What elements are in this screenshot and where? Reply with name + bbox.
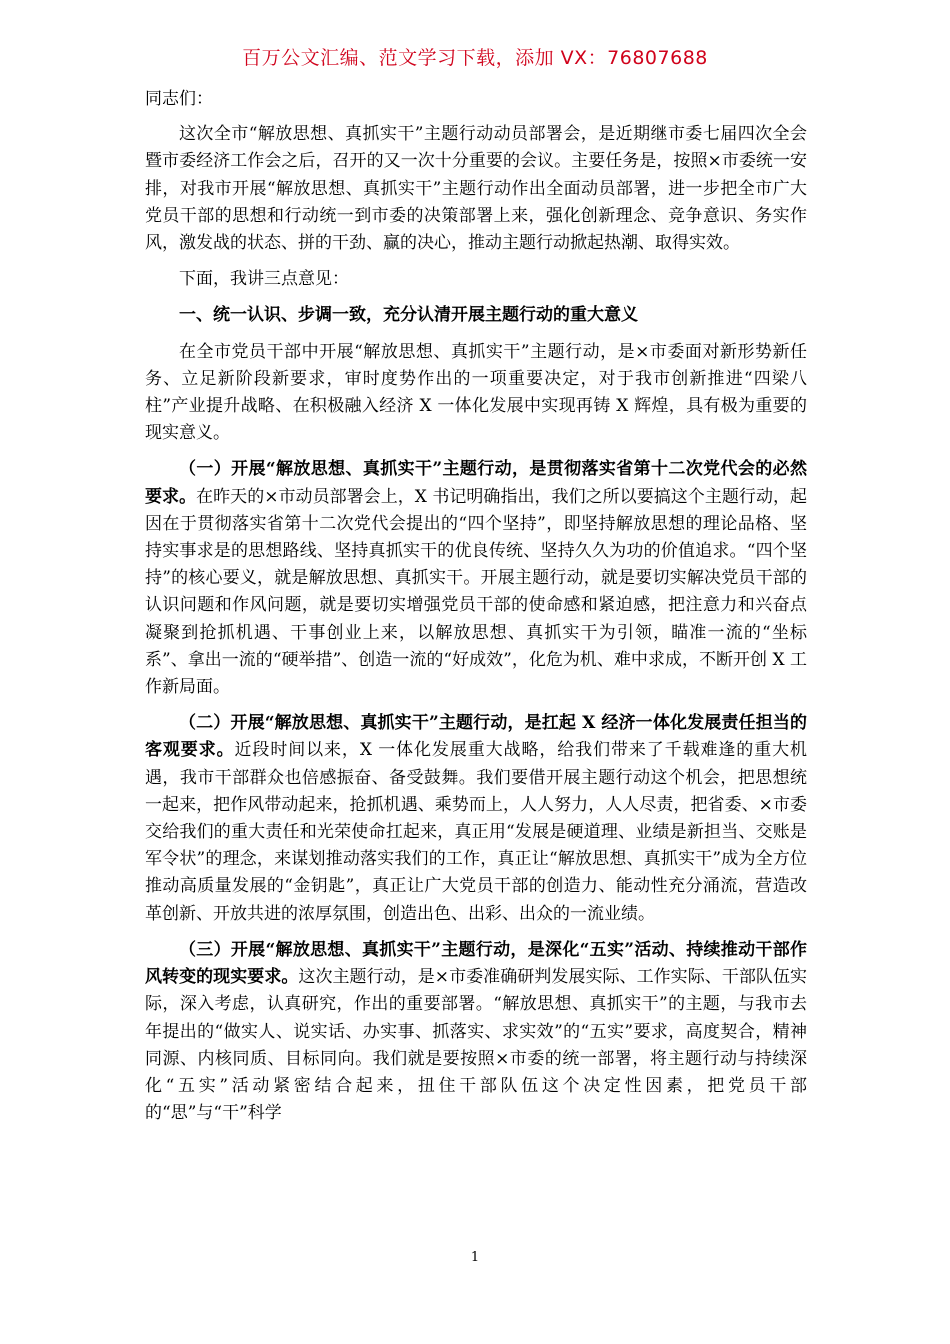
point-2-body: 近段时间以来，X 一体化发展重大战略，给我们带来了千载难逢的重大机遇，我市干部群众也倍感振奋、备受鼓舞。我们要借开展主题行动这个机会，把思想统一起来，把作风带动起来，抢抓机遇、乘势而上，人人努力，人人尽责，把省委、×市委交给我们的重大责任和光荣使命扛起来，真正用“发展是硬道理、业绩是新担当、交账是军令状”的理念，来谋划推动落实我们的工作，真正让“解放思想、真抓实干”成为全方位推动高质量发展的“金钥匙”，真正让广大党员干部的创造力、能动性充分涌流，营造改革创新、开放共进的浓厚氛围，创造出色、出彩、出众的一流业绩。 (145, 740, 807, 924)
point-1-paragraph (145, 456, 807, 701)
section-heading-1: 一、统一认识、步调一致，充分认清开展主题行动的重大意义 (179, 305, 638, 326)
document-body (145, 86, 807, 1136)
page-number: 1 (470, 1250, 480, 1265)
header-banner: 百万公文汇编、范文学习下载，添加 VX：76807688 (242, 47, 708, 69)
point-3-body: 这次主题行动，是×市委准确研判发展实际、工作实际、干部队伍实际，深入考虑，认真研究，作出的重要部署。“解放思想、真抓实干”的主题，与我市去年提出的“做实人、说实话、办实事、抓落实、求实效”的“五实”要求，高度契合，精神同源、内核同质、目标同向。我们就是要按照×市委的统一部署，将主题行动与持续深化“五实”活动紧密结合起来，扭住干部队伍这个决定性因素，把党员干部的“思”与“干”科学 (145, 967, 808, 1124)
point-2-paragraph (145, 710, 807, 928)
point-3-lead: （三）开展“解放思想、真抓实干”主题行动，是深化“五实”活动、持续推动干部作风转变的现实要求。 (145, 939, 807, 988)
salutation: 同志们： (145, 89, 213, 109)
section-1-intro: 在全市党员干部中开展“解放思想、真抓实干”主题行动，是×市委面对新形势新任务、立足新阶段新要求，审时度势作出的一项重要决定，对于我市创新推进“四梁八柱”产业提升战略、在积极融入经济 X 一体化发展中实现再铸 X 辉煌，具有极为重要的现实意义。 (145, 341, 807, 444)
transition-paragraph: 下面，我讲三点意见： (179, 269, 349, 290)
intro-paragraph: 这次全市“解放思想、真抓实干”主题行动动员部署会，是近期继市委七届四次全会暨市委经济工作会之后，召开的又一次十分重要的会议。主要任务是，按照×市委统一安排，对我市开展“解放思想、真抓实干”主题行动作出全面动员部署，进一步把全市广大党员干部的思想和行动统一到市委的决策部署上来，强化创新理念、竞争意识、务实作风，激发战的状态、拼的干劲、赢的决心，推动主题行动掀起热潮、取得实效。 (145, 124, 807, 254)
point-3-paragraph (145, 937, 807, 1127)
point-1-body: 在昨天的×市动员部署会上，X 书记明确指出，我们之所以要搞这个主题行动，起因在于贯彻落实省第十二次党代会提出的“四个坚持”，即坚持解放思想的理论品格、坚持实事求是的思想路线、坚持真抓实干的优良传统、坚持久久为功的价值追求。“四个坚持”的核心要义，就是解放思想、真抓实干。开展主题行动，就是要切实解决党员干部的认识问题和作风问题，就是要切实增强党员干部的使命感和紧迫感，把注意力和兴奋点凝聚到抢抓机遇、干事创业上来，以解放思想、真抓实干为引领，瞄准一流的“坐标系”、拿出一流的“硬举措”、创造一流的“好成效”，化危为机、难中求成，不断开创 X 工作新局面。 (145, 486, 808, 698)
point-2-lead: （二）开展“解放思想、真抓实干”主题行动，是扛起 X 经济一体化发展责任担当的客观要求。 (145, 713, 807, 761)
point-1-lead: （一）开展“解放思想、真抓实干”主题行动，是贯彻落实省第十二次党代会的必然要求。 (145, 459, 807, 507)
